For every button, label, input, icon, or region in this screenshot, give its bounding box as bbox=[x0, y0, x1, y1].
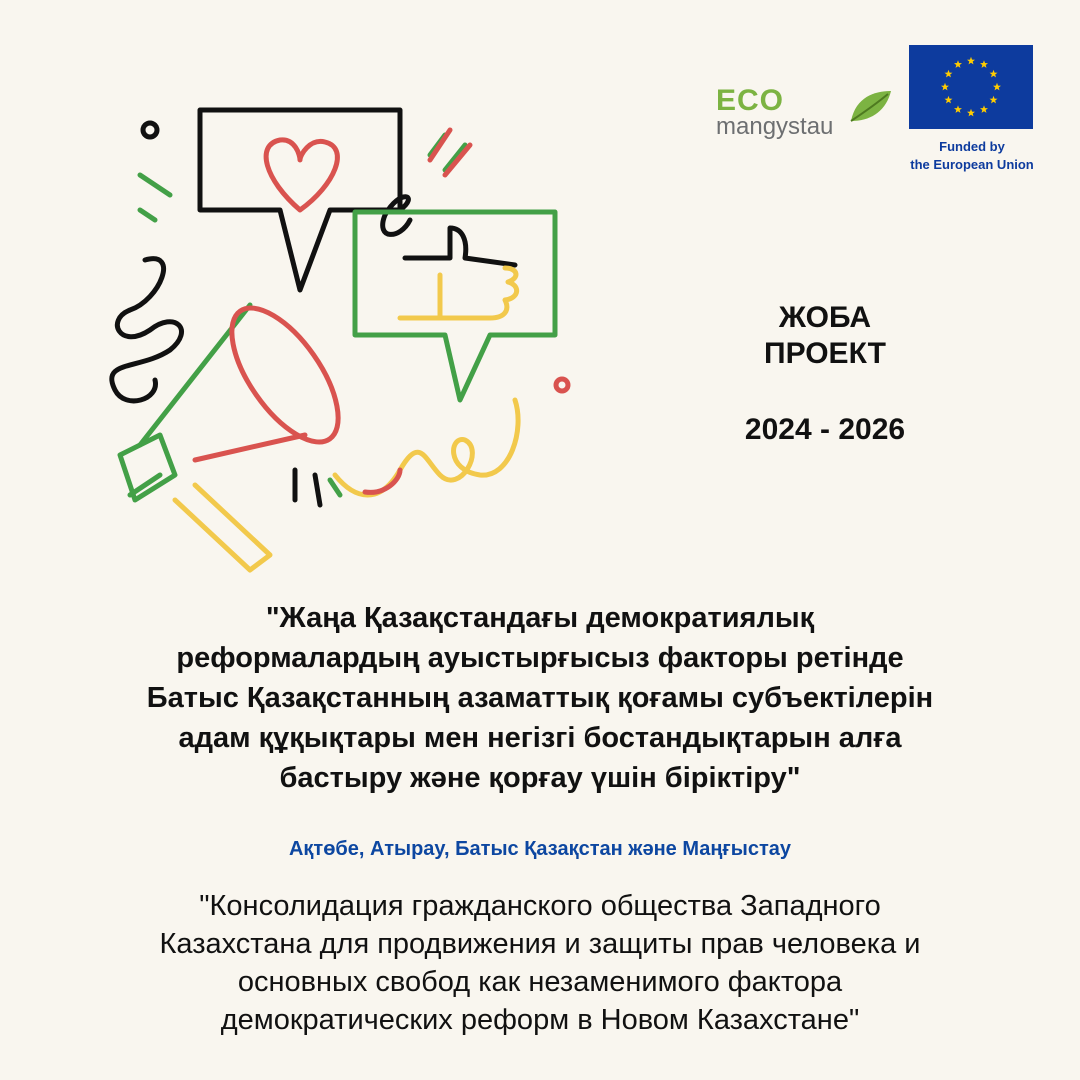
eu-funding-caption bbox=[880, 138, 1064, 174]
title-ru-line: основных свобод как незаменимого фактора bbox=[237, 966, 843, 998]
project-years: 2024 - 2026 bbox=[744, 413, 906, 446]
project-block bbox=[700, 300, 950, 448]
illustration bbox=[100, 100, 580, 580]
eu-caption-line1: Funded by bbox=[939, 139, 1005, 154]
title-kz-line: "Жаңа Қазақстандағы демократиялық bbox=[265, 602, 815, 634]
project-label-kz: ЖОБА bbox=[778, 301, 872, 334]
title-kz-line: бастыру және қорғау үшін біріктіру" bbox=[279, 762, 801, 794]
wave-line bbox=[335, 400, 518, 495]
speech-bubble-thumbs-up-icon bbox=[355, 212, 555, 400]
eco-logo-word: ECO bbox=[716, 84, 785, 117]
eco-mangystau-logo bbox=[716, 86, 886, 146]
eu-caption-line2: the European Union bbox=[910, 157, 1034, 172]
title-kz-line: Батыс Қазақстанның азаматтық қоғамы субъектілерін bbox=[146, 682, 934, 714]
megaphone-icon bbox=[120, 291, 358, 570]
speech-bubble-heart-icon bbox=[200, 110, 400, 290]
project-label-ru: ПРОЕКТ bbox=[764, 337, 886, 370]
leaf-icon bbox=[846, 86, 896, 126]
regions-line: Ақтөбе, Атырау, Батыс Қазақстан және Маңғыстау bbox=[288, 838, 792, 860]
title-ru-line: демократических реформ в Новом Казахстане" bbox=[220, 1004, 860, 1036]
title-kazakh bbox=[40, 598, 1040, 798]
title-kz-line: реформалардың ауыстырғысыз факторы ретінде bbox=[176, 642, 904, 674]
title-ru-line: Казахстана для продвижения и защиты прав человека и bbox=[159, 928, 921, 960]
curl-line bbox=[383, 197, 410, 235]
eco-logo-subword: mangystau bbox=[716, 113, 834, 140]
title-russian bbox=[40, 887, 1040, 1039]
title-kz-line: адам құқықтары мен негізгі бостандықтарын алға bbox=[178, 722, 902, 754]
eu-flag-icon bbox=[909, 45, 1033, 129]
title-ru-line: "Консолидация гражданского общества Западного bbox=[199, 890, 881, 922]
squiggle-line bbox=[112, 259, 182, 401]
